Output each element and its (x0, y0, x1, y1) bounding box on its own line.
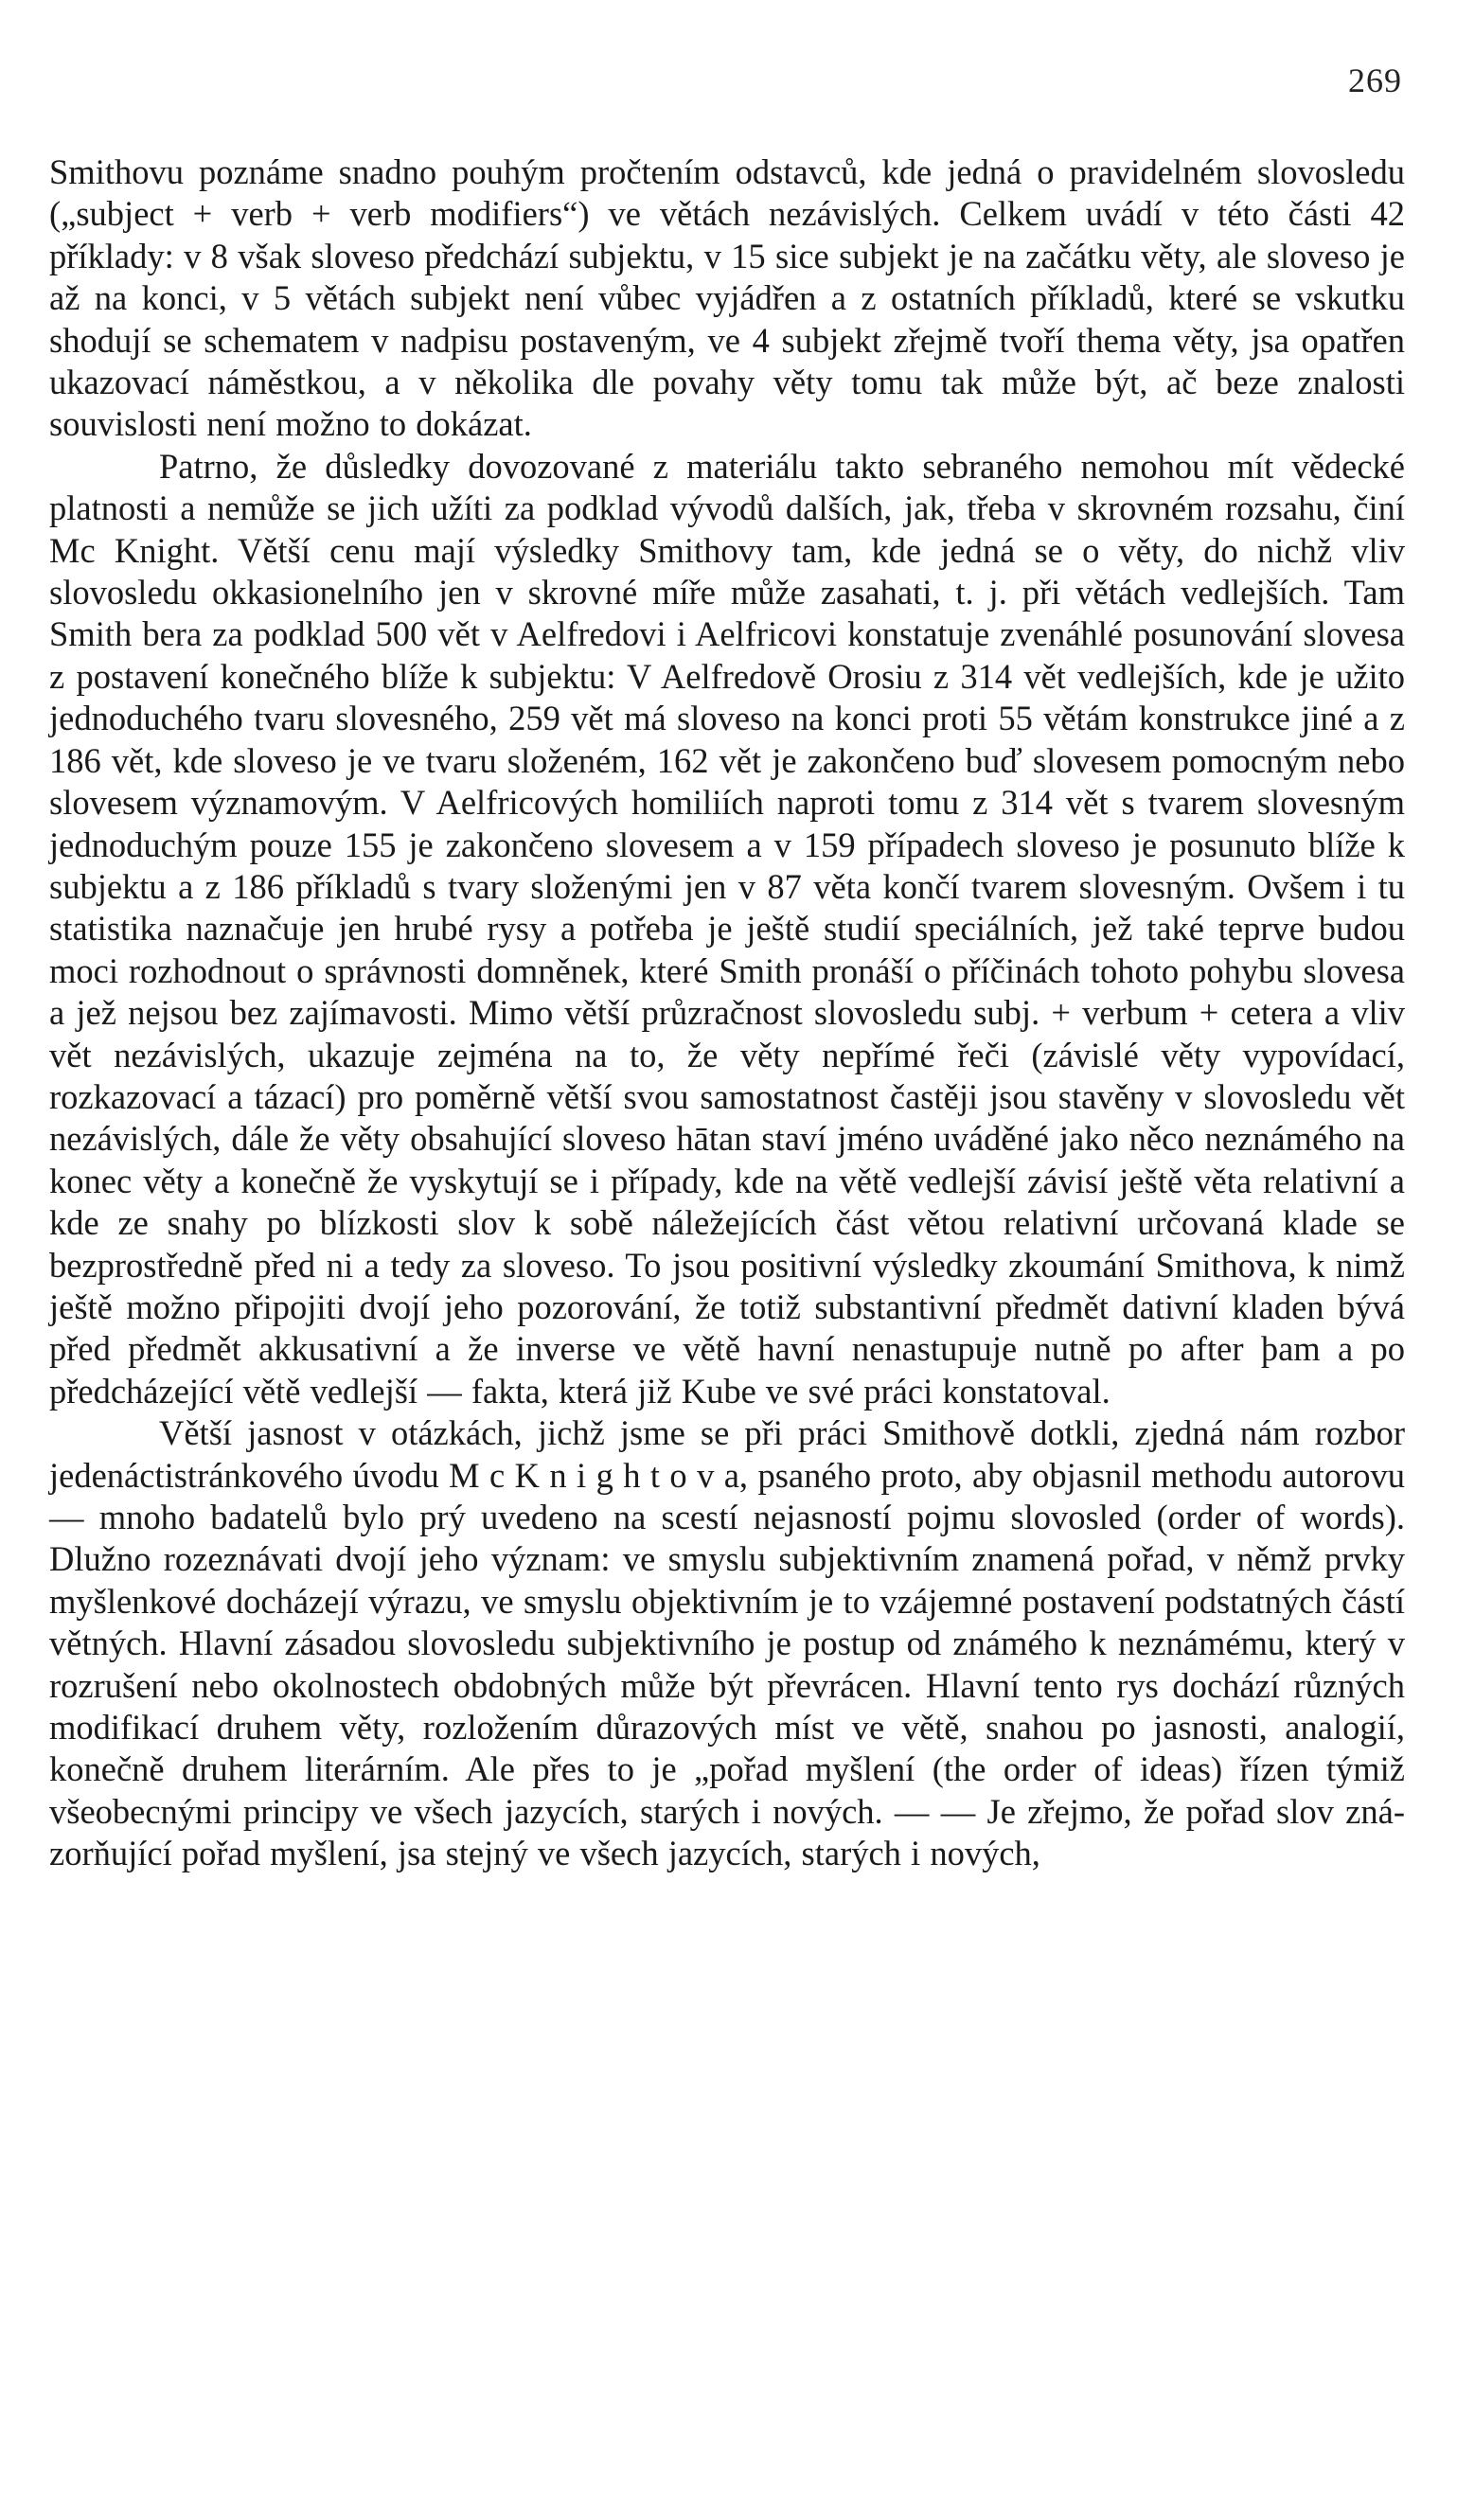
paragraph-3: Větší jasnost v otázkách, jichž jsme se při práci Smithově dotkli, zjedná nám rozbor jedenáctistránkového úvodu M c K n i g h t o v a, psaného proto, aby objasnil methodu autorovu — mnoho badatelů bylo prý uvedeno na scestí nejasností pojmu slovosled (order of words). Dlužno rozeznávati dvojí jeho význam: ve smyslu subjektivním znamená pořad, v němž prvky myšlenkové docházejí výrazu, ve smyslu objektivním je to vzájemné postavení podstatných částí větných. Hlavní zásadou slovosledu subjektivního je postup od známého k neznámému, který v rozrušení nebo okolnostech obdobných může být převrácen. Hlavní tento rys dochází různých modifikací druhem věty, rozložením důrazových míst ve větě, snahou po jasnosti, analogií, konečně druhem literárním. Ale přes to je „pořad myšlení (the order of ideas) řízen týmiž všeobecnými principy ve všech jazycích, starých i nových. — — Je zřejmo, že pořad slov znázorňující pořad myšlení, jsa stejný ve všech jazycích, starých i nových, (49, 1413, 1405, 1873)
paragraph-2: Patrno, že důsledky dovozované z materiálu takto sebraného nemohou mít vědecké platnosti a nemůže se jich užíti za podklad vývodů dalších, jak, třeba v skrovném rozsahu, činí Mc Knight. Větší cenu mají výsledky Smithovy tam, kde jedná se o věty, do nichž vliv slovosledu okkasionelního jen v skrovné míře může zasahati, t. j. při větách vedlejších. Tam Smith bera za podklad 500 vět v Aelfredovi i Aelfricovi konstatuje zvenáhlé posunování slovesa z postavení konečného blíže k subjektu: V Aelfredově Orosiu z 314 vět vedlejších, kde je užito jednoduchého tvaru slovesného, 259 vět má sloveso na konci proti 55 větám konstrukce jiné a z 186 vět, kde sloveso je ve tvaru složeném, 162 vět je zakončeno buď slovesem pomocným nebo slovesem významovým. V Aelfricových homiliích naproti tomu z 314 vět s tvarem slovesným jednoduchým pouze 155 je zakončeno slovesem a v 159 případech sloveso je posunuto blíže k subjektu a z 186 příkladů s tvary složenými jen v 87 věta končí tvarem slovesným. Ovšem i tu statistika naznačuje jen hrubé rysy a potřeba je ještě studií speciálních, jež také teprve budou moci rozhodnout o správnosti domněnek, které Smith pronáší o příčinách tohoto pohybu slovesa a jež nejsou bez zajímavosti. Mimo větší průzračnost slovosledu subj. + verbum + cetera a vliv vět nezávislých, ukazuje zejména na to, že věty nepřímé řeči (závislé věty vypovídací, rozkazovací a tázací) pro poměrně větší svou samostatnost častěji jsou stavěny v slovosledu vět nezávislých, dále že věty obsahující sloveso hātan staví jméno uváděné jako něco neznámého na konec věty a konečně že vyskytují se i případy, kde na větě vedlejší závisí ještě věta relativní a kde ze snahy po blízkosti slov k sobě náležejících část větou relativní určovaná klade se bezprostředně před ni a tedy za sloveso. To jsou positivní výsledky zkoumání Smithova, k nimž ještě možno připojiti dvojí jeho pozorování, že totiž substantivní předmět dativní kladen bývá před předmět akkusativní a že inverse ve větě havní nenastupuje nutně po after þam a po předcházející větě vedlejší — fakta, která již Kube ve své práci konstatoval. (49, 446, 1405, 1411)
paragraph-1: Smithovu poznáme snadno pouhým pročtením odstavců, kde jedná o pravidelném slovosledu („subject + verb + verb modifiers“) ve větách nezávislých. Celkem uvádí v této části 42 příklady: v 8 však sloveso předchází subjektu, v 15 sice subjekt je na začátku věty, ale sloveso je až na konci, v 5 větách subjekt není vůbec vyjádřen a z ostatních příkladů, které se vskutku shodují se schematem v nadpisu postaveným, ve 4 subjekt zřejmě tvoří thema věty, jsa opatřen ukazovací náměstkou, a v několika dle povahy věty tomu tak může být, ač beze znalosti souvislosti není možno to dokázat. (49, 152, 1405, 444)
body-text (49, 151, 1405, 1875)
page-number: 269 (1348, 62, 1402, 99)
